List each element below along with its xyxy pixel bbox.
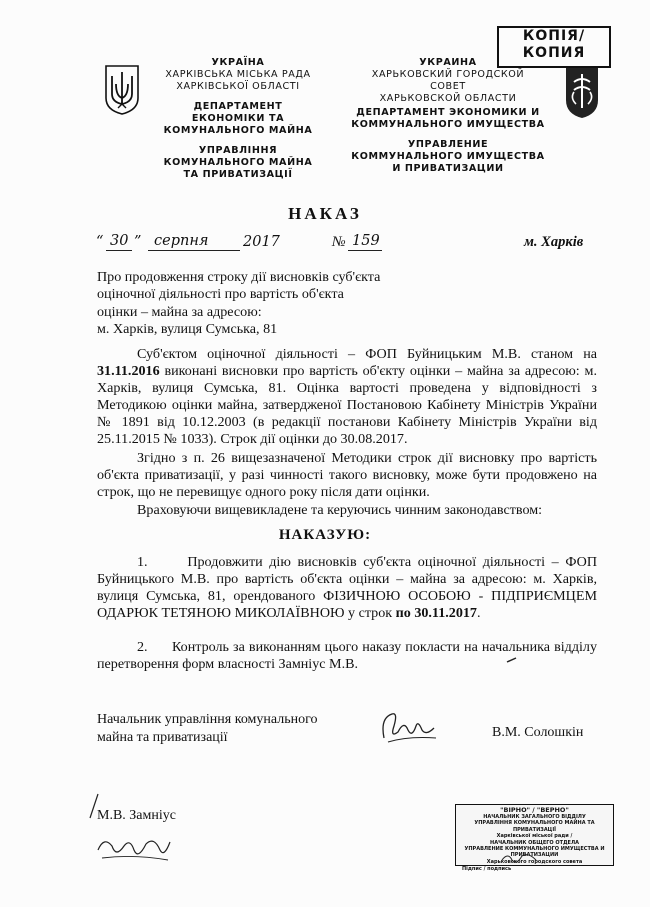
header-ua-dept-1: ДЕПАРТАМЕНТ	[193, 101, 283, 112]
order-number: 159	[352, 233, 380, 249]
paragraph-1	[97, 346, 597, 448]
header-ru-dept-2: КОММУНАЛЬНОГО ИМУЩЕСТВА	[351, 119, 545, 130]
item-1-deadline: по 30.11.2017	[395, 605, 477, 621]
paragraph-3: Враховуючи вищевикладене та керуючись чинним законодавством:	[137, 502, 543, 518]
order-item-1	[97, 554, 597, 622]
signature-name: В.М. Солошкін	[492, 725, 584, 740]
order-day: 30	[110, 233, 129, 249]
order-subject	[97, 269, 380, 339]
header-ru-council-2: СОВЕТ	[430, 81, 466, 92]
subject-line-2: оціночної діяльності про вартість об'єкта	[97, 286, 344, 303]
stamp-line-6: УПРАВЛЕНИЕ КОММУНАЛЬНОГО ИМУЩЕСТВА И ПРИВАТИЗАЦИИ	[464, 846, 605, 859]
header-ua-dept-3: КОМУНАЛЬНОГО МАЙНА	[163, 125, 313, 136]
copy-stamp-line2: КОПИЯ	[522, 45, 586, 61]
signature-position	[97, 711, 318, 746]
document-title: НАКАЗ	[288, 204, 362, 223]
order-month: серпня	[154, 233, 209, 249]
stamp-line-7: Харьковского городского совета	[486, 858, 583, 865]
header-ru-country: УКРАИНА	[419, 57, 477, 68]
order-city: м. Харків	[524, 234, 584, 250]
copy-stamp-line1: КОПІЯ/	[522, 28, 586, 44]
header-ru-council-3: ХАРЬКОВСКОЙ ОБЛАСТИ	[379, 93, 517, 104]
stamp-line-3: УПРАВЛІННЯ КОМУНАЛЬНОГО МАЙНА ТА ПРИВАТИЗАЦІЇ	[474, 820, 595, 833]
header-ua-office-1: УПРАВЛІННЯ	[198, 145, 278, 156]
kharkiv-emblem-icon	[562, 62, 602, 120]
subject-line-4: м. Харків, вулиця Сумська, 81	[97, 321, 278, 338]
date-number-line: “ 30 ” серпня 2017 № 159 м. Харків	[96, 233, 584, 250]
header-ru-council-1: ХАРЬКОВСКИЙ ГОРОДСКОЙ	[371, 69, 525, 80]
subject-line-1: Про продовження строку дії висновків суб'єкта	[97, 269, 381, 285]
header-ru-office-2: КОММУНАЛЬНОГО ИМУЩЕСТВА	[351, 151, 545, 162]
item-2-number: 2.	[137, 639, 148, 655]
signature-position-line-1: Начальник управління комунального	[97, 712, 318, 727]
handwritten-signature-head	[378, 708, 440, 748]
stamp-signature	[500, 850, 540, 866]
header-ru-office-1: УПРАВЛЕНИЕ	[407, 139, 489, 150]
paragraph-2: Згідно з п. 26 вищезазначеної Методики строк дії висновку про вартість об'єкта приватизації, у разі чинності такого висновку, може бути продовжено на строк, що не перевищує одного року після дати оцінки.	[97, 450, 597, 500]
stamp-line-5: НАЧАЛЬНИК ОБЩЕГО ОТДЕЛА	[490, 839, 579, 846]
item-2-text: Контроль за виконанням цього наказу покласти на начальника відділу перетворення форм власності Замніус М.В.	[97, 639, 598, 672]
header-ua-region: ХАРКІВСЬКОЇ ОБЛАСТІ	[176, 81, 300, 92]
subject-line-3: оцінки – майна за адресою:	[97, 303, 262, 320]
order-item-2	[97, 639, 597, 673]
header-ru-office-3: И ПРИВАТИЗАЦИИ	[392, 163, 504, 174]
order-year: 2017	[243, 234, 280, 250]
stamp-line-4: Харківської міської ради /	[496, 833, 573, 840]
executor-name: М.В. Замніус	[97, 808, 176, 823]
stamp-line-1: "ВІРНО" / "ВЕРНО"	[500, 806, 569, 814]
header-ua-dept-2: ЕКОНОМІКИ ТА	[191, 113, 285, 124]
item-1-text: Продовжити дію висновків суб'єкта оціночної діяльності – ФОП Буйницького М.В. про вартість об'єкта оцінки – майна за адресою: м. Харків, вулиця Сумська, 81, орендованого ФІЗИЧНОЮ ОСОБОЮ - ПІДПРИЄМЦЕМ ОДАРЮК ТЕТЯНОЮ МИКОЛАЇВНОЮ у строк	[97, 554, 598, 621]
paragraph-1-rest: виконані висновки про вартість об'єкту оцінки – майна за адресою: м. Харків, вулиця Сумська, 81. Оцінка вартості проведена у відповідності з Методикою оцінки майна, затвердженої Постановою Кабінету Міністрів України № 1891 від 10.12.2003 (в редакції постанови Кабінету Міністрів України від 25.11.2015 № 1033). Строк дії оцінки до 30.08.2017.	[97, 363, 597, 447]
header-ua-country: УКРАЇНА	[211, 57, 265, 68]
pen-mark	[506, 656, 518, 664]
header-russian	[338, 57, 558, 175]
executor-signature	[94, 832, 174, 866]
stamp-line-8: Підпис / подпись	[462, 866, 512, 873]
item-1-number: 1.	[137, 554, 148, 570]
header-ru-dept-1: ДЕПАРТАМЕНТ ЭКОНОМИКИ И	[356, 107, 540, 118]
header-ua-office-3: ТА ПРИВАТИЗАЦІЇ	[183, 169, 293, 180]
header-ua-office-2: КОМУНАЛЬНОГО МАЙНА	[163, 157, 313, 168]
order-heading: НАКАЗУЮ:	[278, 527, 372, 543]
signature-position-line-2: майна та приватизації	[97, 729, 228, 745]
paragraph-1-start: Суб'єктом оціночної діяльності – ФОП Буйницьким М.В. станом на	[137, 346, 597, 362]
item-1-end: .	[476, 605, 481, 621]
order-number-prefix: №	[332, 234, 346, 250]
stamp-line-2: НАЧАЛЬНИК ЗАГАЛЬНОГО ВІДДІЛУ	[483, 814, 586, 820]
header-ua-council: ХАРКІВСЬКА МІСЬКА РАДА	[165, 69, 311, 80]
header-ukrainian	[142, 57, 334, 181]
ukraine-coat-of-arms-icon	[104, 64, 140, 116]
paragraph-1-date: 31.11.2016	[97, 363, 160, 379]
